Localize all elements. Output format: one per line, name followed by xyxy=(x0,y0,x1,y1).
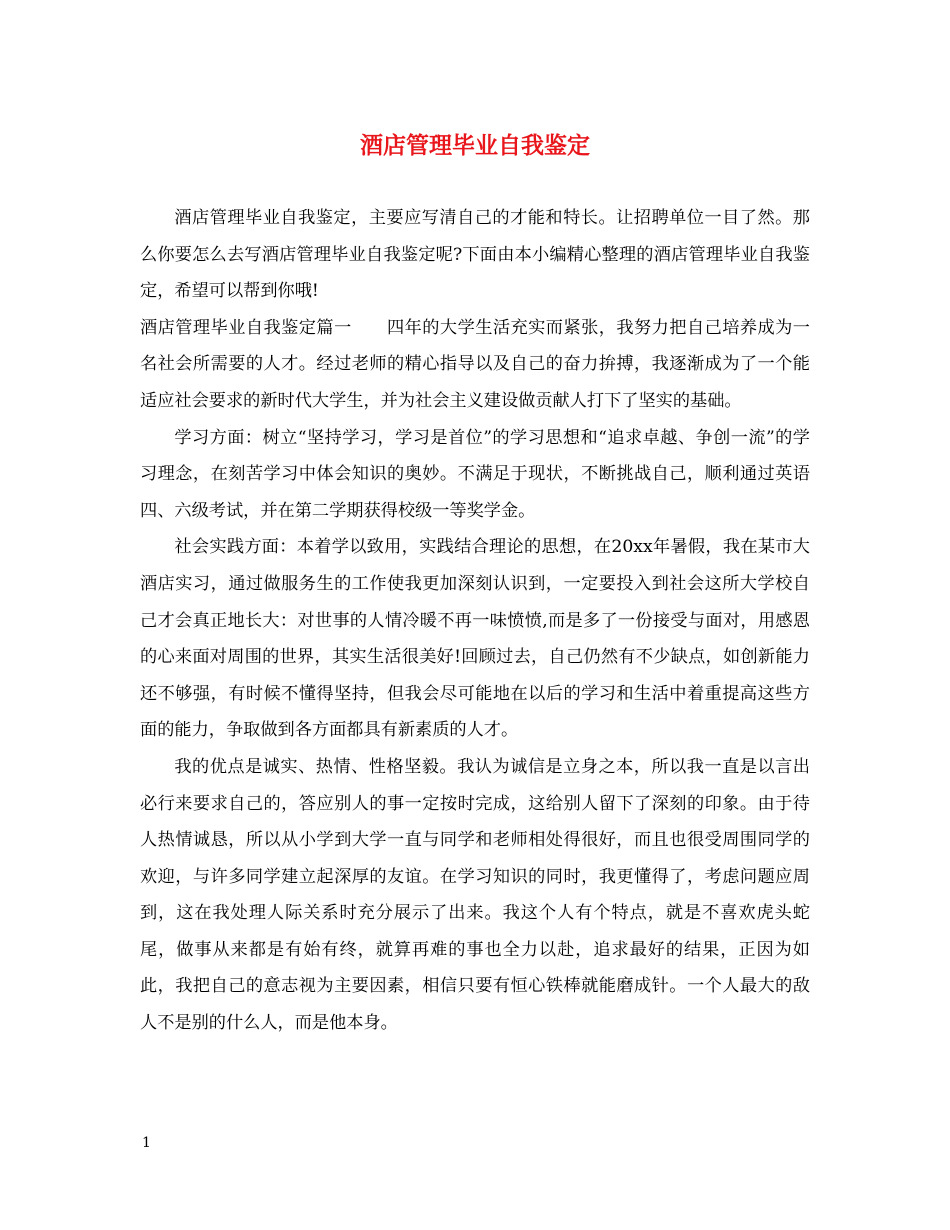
document-body xyxy=(140,200,810,1042)
paragraph-intro: 酒店管理毕业自我鉴定，主要应写清自己的才能和特长。让招聘单位一目了然。那么你要怎么去写酒店管理毕业自我鉴定呢?下面由本小编精心整理的酒店管理毕业自我鉴定，希望可以帮到你哦! xyxy=(140,208,810,302)
paragraph-strengths: 我的优点是诚实、热情、性格坚毅。我认为诚信是立身之本，所以我一直是以言出必行来要求自己的，答应别人的事一定按时完成，这给别人留下了深刻的印象。由于待人热情诚恳，所以从小学到大学一直与同学和老师相处得很好，而且也很受周围同学的欢迎，与许多同学建立起深厚的友谊。在学习知识的同时，我更懂得了，考虑问题应周到，这在我处理人际关系时充分展示了出来。我这个人有个特点，就是不喜欢虎头蛇尾，做事从来都是有始有终，就算再难的事也全力以赴，追求最好的结果，正因为如此，我把自己的意志视为主要因素，相信只要有恒心铁棒就能磨成针。一个人最大的敌人不是别的什么人，而是他本身。 xyxy=(140,756,810,1034)
paragraph-study: 学习方面：树立“坚持学习，学习是首位”的学习思想和“追求卓越、争创一流”的学习理念，在刻苦学习中体会知识的奥妙。不满足于现状，不断挑战自己，顺利通过英语四、六级考试，并在第二学期获得校级一等奖学金。 xyxy=(140,427,810,521)
document-title: 酒店管理毕业自我鉴定 xyxy=(360,132,590,159)
page-number: 1 xyxy=(142,1135,151,1151)
paragraph-section-one: 酒店管理毕业自我鉴定篇一 四年的大学生活充实而紧张，我努力把自己培养成为一名社会所需要的人才。经过老师的精心指导以及自己的奋力拚搏，我逐渐成为了一个能适应社会要求的新时代大学生，并为社会主义建设做贡献人打下了坚实的基础。 xyxy=(140,317,810,411)
paragraph-social-practice: 社会实践方面：本着学以致用，实践结合理论的思想，在20xx年暑假，我在某市大酒店实习，通过做服务生的工作使我更加深刻认识到，一定要投入到社会这所大学校自己才会真正地长大：对世事的人情冷暖不再一味愤愤,而是多了一份接受与面对，用感恩的心来面对周围的世界，其实生活很美好!回顾过去，自己仍然有不少缺点，如创新能力还不够强，有时候不懂得坚持，但我会尽可能地在以后的学习和生活中着重提高这些方面的能力，争取做到各方面都具有新素质的人才。 xyxy=(140,537,810,741)
